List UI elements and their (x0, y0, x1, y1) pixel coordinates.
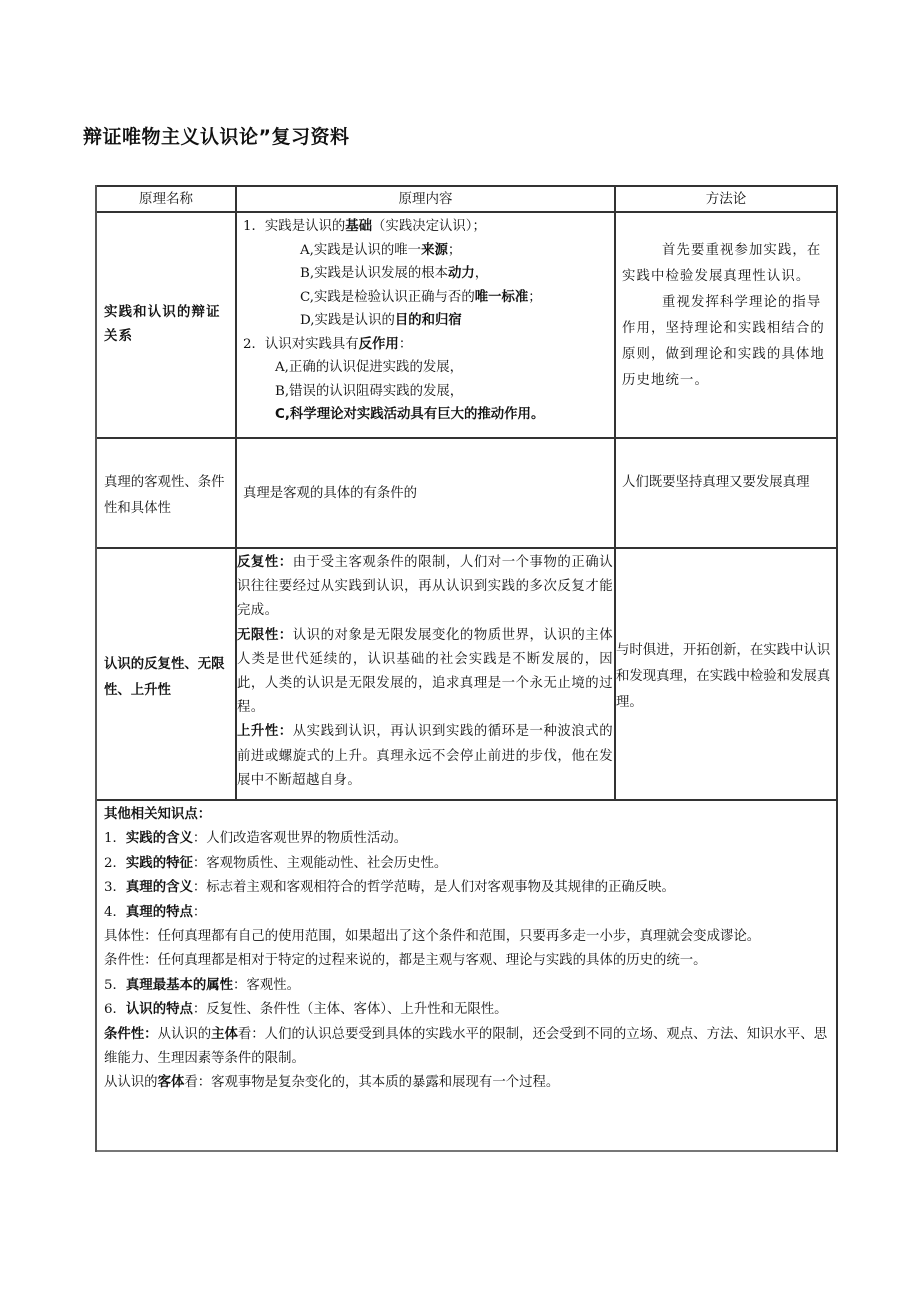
header-methodology: 方法论 (705, 191, 747, 207)
document-title: 辩证唯物主义认识论”复习资料 (83, 126, 350, 148)
row2-methodology: 人们既要坚持真理又要发展真理 (622, 475, 810, 490)
content-line: A,正确的认识促进实践的发展， (275, 360, 464, 375)
property-ascending: 上升性：从实践到认识，再认识到实践的循环是一种波浪式的前进或螺旋式的上升。真理永远不会停止前进的步伐，他在发展中不断超越自身。 (237, 724, 613, 788)
condition-object: 从认识的客体看：客观事物是复杂变化的，其本质的暴露和展现有一个过程。 (104, 1075, 560, 1091)
row2-principle-name: 真理的客观性、条件性和具体性 (104, 475, 225, 516)
knowledge-item: 4．真理的特点： (104, 904, 207, 920)
knowledge-item: 具体性：任何真理都有自己的使用范围，如果超出了这个条件和范围，只要再多走一小步，真理就会变成谬论。 (104, 929, 761, 945)
method-paragraph: 重视发挥科学理论的指导作用，坚持理论和实践相结合的原则，做到理论和实践的具体地历史地统一。 (622, 295, 825, 388)
row1-principle-name: 实践和认识的辩证关系 (104, 305, 221, 344)
header-divider (95, 211, 838, 213)
property-repetitive: 反复性：由于受主客观条件的限制，人们对一个事物的正确认识往往要经过从实践到认识，再从认识到实践的多次反复才能完成。 (237, 555, 613, 619)
table-border-left (95, 185, 97, 1152)
row-divider (95, 547, 838, 549)
table-border-top (95, 185, 838, 187)
content-line: C,科学理论对实践活动具有巨大的推动作用。 (275, 407, 545, 422)
row2-principle-content: 真理是客观的具体的有条件的 (243, 486, 418, 501)
review-table (95, 185, 838, 1152)
content-line: 2．认识对实践具有反作用： (243, 336, 413, 352)
row1-principle-content (243, 215, 613, 427)
row3-principle-content (237, 551, 613, 793)
table-border-right (836, 185, 838, 1152)
row3-principle-name: 认识的反复性、无限性、上升性 (104, 657, 225, 698)
row1-methodology (622, 238, 832, 394)
content-line: 1．实践是认识的基础（实践决定认识）； (243, 219, 486, 234)
knowledge-item: 条件性：任何真理都是相对于特定的过程来说的，都是主观与客观、理论与实践的具体的历史的统一。 (104, 953, 707, 969)
knowledge-item: 5．真理最基本的属性：客观性。 (104, 977, 300, 993)
knowledge-item: 1．实践的含义：人们改造客观世界的物质性活动。 (104, 831, 408, 847)
content-line: A,实践是认识的唯一来源； (300, 242, 462, 258)
content-line: C,实践是检验认识正确与否的唯一标准； (300, 289, 542, 305)
knowledge-item: 2．实践的特征：客观物质性、主观能动性、社会历史性。 (104, 855, 448, 871)
header-principle-name: 原理名称 (139, 191, 193, 207)
content-line: B,错误的认识阻碍实践的发展， (275, 383, 464, 399)
knowledge-item: 3．真理的含义：标志着主观和客观相符合的哲学范畴，是人们对客观事物及其规律的正确反映。 (104, 880, 675, 896)
table-border-bottom (95, 1150, 838, 1152)
content-line: B,实践是认识发展的根本动力， (300, 266, 489, 281)
header-principle-content: 原理内容 (398, 191, 453, 207)
other-heading: 其他相关知识点： (104, 807, 212, 822)
method-paragraph: 首先要重视参加实践，在实践中检验发展真理性认识。 (622, 243, 822, 284)
row3-methodology: 与时俱进，开拓创新，在实践中认识和发现真理，在实践中检验和发展真理。 (616, 643, 831, 710)
condition-subject: 条件性：从认识的主体看：人们的认识总要受到具体的实践水平的限制，还会受到不同的立场、观点、方法、知识水平、思维能力、生理因素等条件的限制。 (104, 1026, 828, 1067)
row-divider (95, 437, 838, 439)
row-divider (95, 799, 838, 801)
knowledge-item: 6．认识的特点：反复性、条件性（主体、客体）、上升性和无限性。 (104, 1002, 508, 1018)
content-line: D,实践是认识的目的和归宿 (300, 313, 462, 328)
other-knowledge-points (104, 803, 832, 1096)
property-infinite: 无限性：认识的对象是无限发展变化的物质世界，认识的主体人类是世代延续的，认识基础的社会实践是不断发展的，因此，人类的认识是无限发展的，追求真理是一个永无止境的过程。 (237, 627, 613, 716)
